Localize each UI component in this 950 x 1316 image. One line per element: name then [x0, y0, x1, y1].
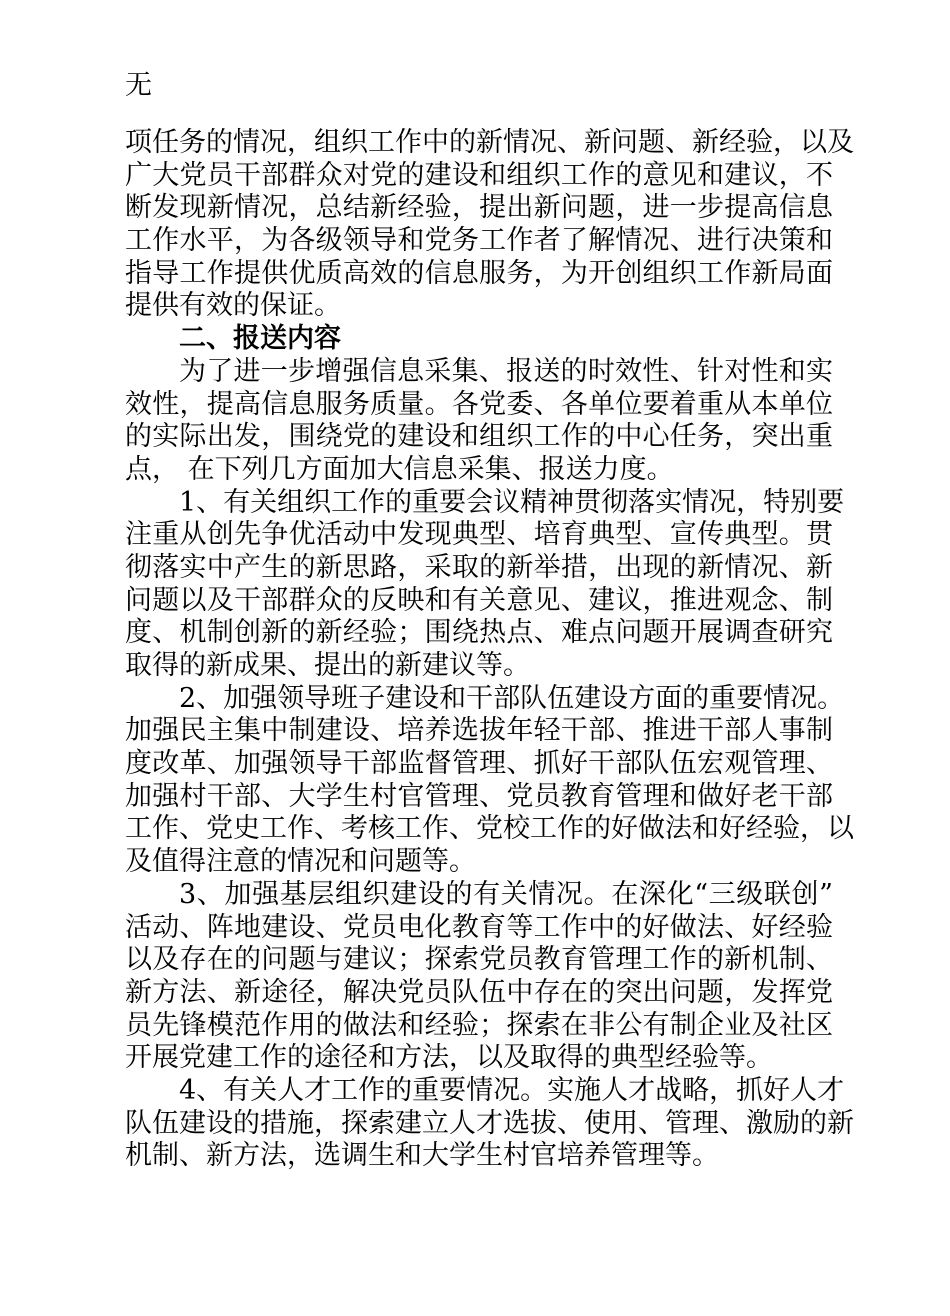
text-line: 为了进一步增强信息采集、报送的时效性、针对性和实 — [179, 355, 833, 387]
text-line: 加强民主集中制建设、培养选拔年轻干部、推进干部人事制 — [125, 715, 833, 747]
text-line: 度改革、加强领导干部监督管理、抓好干部队伍宏观管理、 — [125, 748, 833, 780]
text-line: 加强村干部、大学生村官管理、党员教育管理和做好老干部 — [125, 780, 833, 812]
text-line: 4、有关人才工作的重要情况。实施人才战略，抓好人才 — [179, 1074, 845, 1106]
text-line: 指导工作提供优质高效的信息服务，为开创组织工作新局面 — [125, 257, 833, 289]
text-line: 2、加强领导班子建设和干部队伍建设方面的重要情况。 — [179, 682, 845, 714]
text-line: 断发现新情况，总结新经验，提出新问题，进一步提高信息 — [125, 192, 833, 224]
text-line: 问题以及干部群众的反映和有关意见、建议，推进观念、制 — [125, 584, 833, 616]
text-line: 新方法、新途径，解决党员队伍中存在的突出问题，发挥党 — [125, 976, 833, 1008]
text-line: 以及存在的问题与建议；探索党员教育管理工作的新机制、 — [125, 944, 833, 976]
text-line: 工作水平，为各级领导和党务工作者了解情况、进行决策和 — [125, 225, 833, 257]
text-line: 开展党建工作的途径和方法，以及取得的典型经验等。 — [125, 1042, 773, 1074]
text-line: 1、有关组织工作的重要会议精神贯彻落实情况，特别要 — [179, 486, 845, 518]
text-line: 广大党员干部群众对党的建设和组织工作的意见和建议，不 — [125, 159, 833, 191]
section-heading: 二、报送内容 — [179, 323, 341, 355]
text-line: 项任务的情况，组织工作中的新情况、新问题、新经验，以及 — [125, 127, 854, 158]
document-body — [125, 127, 854, 1173]
text-line: 效性，提高信息服务质量。各党委、各单位要着重从本单位 — [125, 388, 833, 420]
text-line: 彻落实中产生的新思路，采取的新举措，出现的新情况、新 — [125, 551, 833, 583]
text-line: 注重从创先争优活动中发现典型、培育典型、宣传典型。贯 — [125, 519, 833, 551]
page-header: 无 — [125, 70, 152, 101]
text-line: 机制、新方法，选调生和大学生村官培养管理等。 — [125, 1140, 719, 1172]
text-line: 及值得注意的情况和问题等。 — [125, 846, 476, 878]
text-line: 活动、阵地建设、党员电化教育等工作中的好做法、好经验 — [125, 911, 833, 943]
text-line: 的实际出发，围绕党的建设和组织工作的中心任务，突出重 — [125, 421, 833, 453]
text-line: 度、机制创新的新经验；围绕热点、难点问题开展调查研究 — [125, 617, 833, 649]
text-line: 队伍建设的措施，探索建立人才选拔、使用、管理、激励的新 — [125, 1107, 854, 1139]
text-line: 员先锋模范作用的做法和经验；探索在非公有制企业及社区 — [125, 1009, 833, 1041]
text-line: 点， 在下列几方面加大信息采集、报送力度。 — [125, 453, 674, 485]
text-line: 工作、党史工作、考核工作、党校工作的好做法和好经验，以 — [125, 813, 854, 845]
text-line: 提供有效的保证。 — [125, 290, 341, 322]
text-line: 3、加强基层组织建设的有关情况。在深化“三级联创” — [179, 878, 833, 910]
text-line: 取得的新成果、提出的新建议等。 — [125, 650, 530, 681]
